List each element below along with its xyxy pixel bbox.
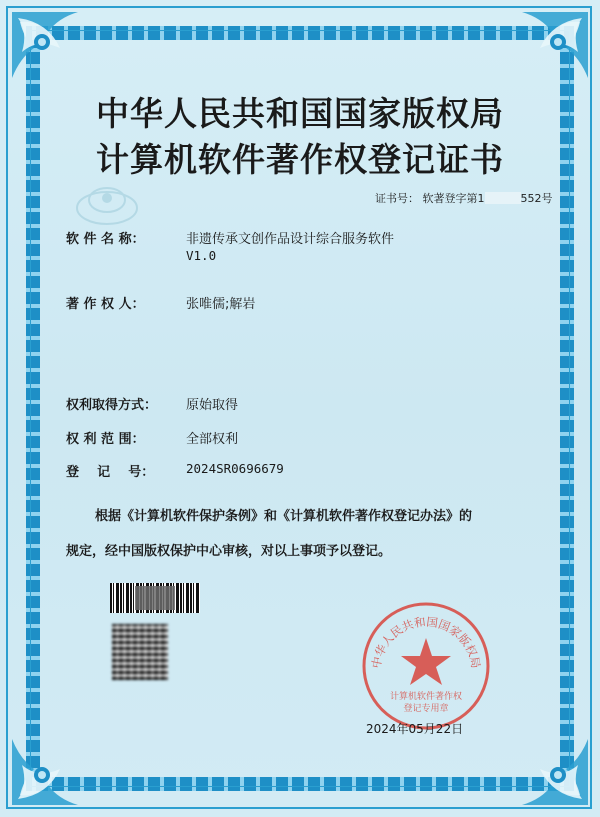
statement-line-1: 根据《计算机软件保护条例》和《计算机软件著作权登记办法》的 [95, 509, 473, 524]
certificate-number [375, 190, 553, 206]
scope-of-rights-label: 权 利 范 围： [66, 432, 145, 447]
registration-number-label: 登 记 号： [66, 465, 155, 480]
copyright-holder-label: 著 作 权 人： [66, 297, 145, 312]
issue-date: 2024年05月22日 [366, 722, 464, 736]
certificate-number-prefix: 软著登字第1 [422, 192, 485, 205]
official-seal-stamp [358, 598, 494, 734]
barcode-redaction [135, 586, 175, 610]
certificate-title-issuer: 中华人民共和国国家版权局 [96, 94, 504, 133]
software-name-label: 软 件 名 称： [66, 232, 145, 247]
registration-number-value: 2024SR0696679 [186, 461, 284, 476]
software-name-value: 非遗传承文创作品设计综合服务软件 [186, 232, 395, 247]
acquisition-method-value: 原始取得 [186, 398, 239, 413]
certificate-title: 计算机软件著作权登记证书 [96, 140, 504, 179]
seal-outer-text: 中华人民共和国国家版权局 [368, 614, 484, 670]
acquisition-method-label: 权利取得方式： [66, 398, 158, 413]
seal-inner-text-2: 登记专用章 [403, 704, 449, 714]
corner-ornament-icon [8, 713, 104, 809]
certificate-number-label: 证书号： [375, 192, 419, 205]
software-version-value: V1.0 [186, 248, 217, 263]
qr-code [112, 624, 168, 680]
scope-of-rights-value: 全部权利 [186, 432, 239, 447]
redaction-mask [485, 192, 521, 204]
statement-line-2: 规定，经中国版权保护中心审核，对以上事项予以登记。 [66, 544, 392, 559]
certificate-number-suffix: 552号 [520, 192, 553, 205]
copyright-holder-value: 张唯儒;解岩 [186, 297, 256, 312]
watermark-emblem-icon [72, 178, 142, 228]
seal-inner-text-1: 计算机软件著作权 [389, 692, 463, 702]
corner-ornament-icon [496, 713, 592, 809]
